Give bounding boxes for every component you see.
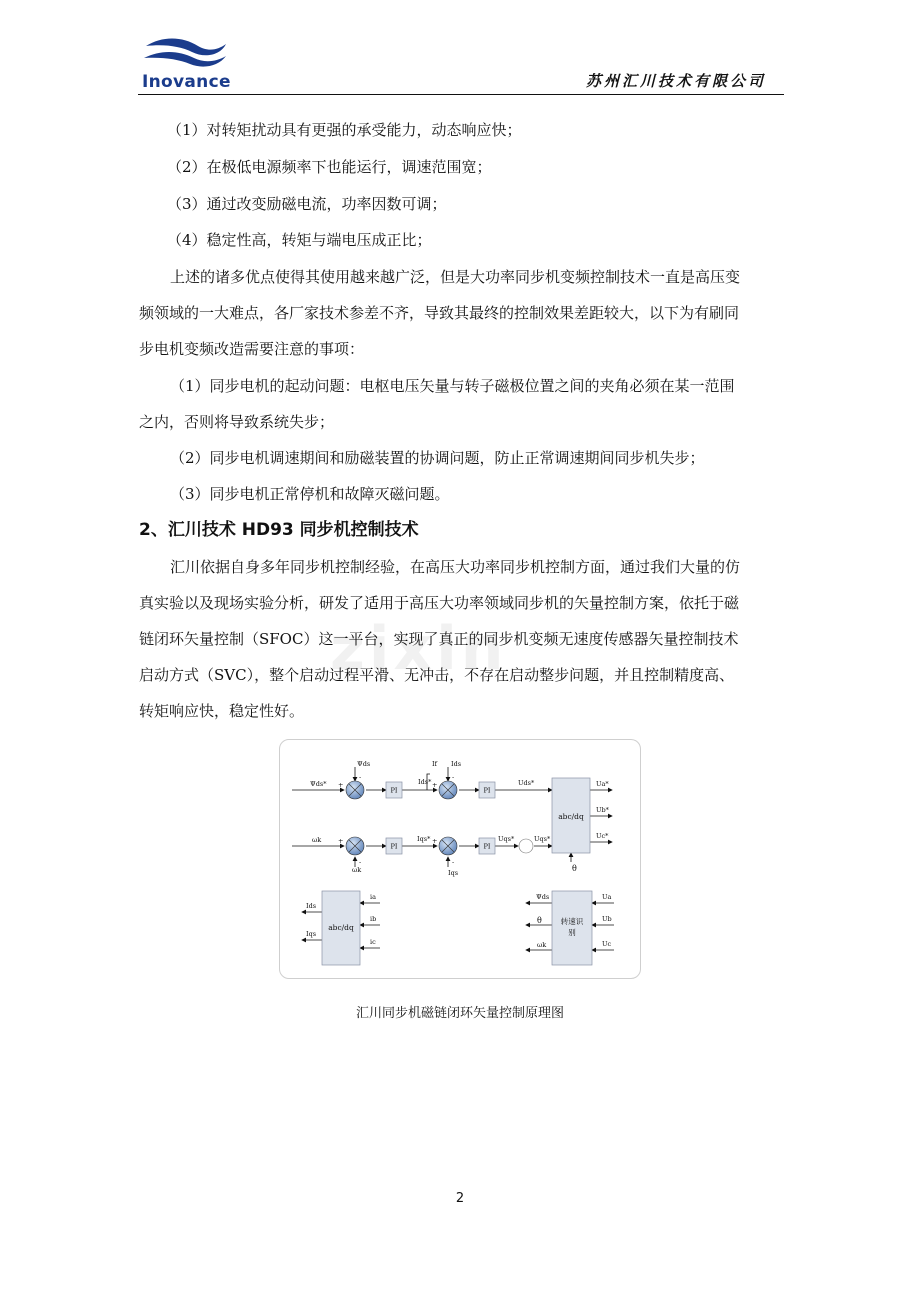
pi-label: PI xyxy=(390,786,398,795)
paragraph-line: 上述的诸多优点使得其使用越来越广泛，但是大功率同步机变频控制技术一直是高压变 xyxy=(170,268,741,286)
speed-id-label: 别 xyxy=(568,928,576,937)
list-item: （4）稳定性高，转矩与端电压成正比； xyxy=(167,231,432,249)
signal-label: Ψds* xyxy=(310,780,327,788)
paragraph-line: 汇川依据自身多年同步机控制经验，在高压大功率同步机控制方面，通过我们大量的仿 xyxy=(170,558,741,576)
signal-label: Iqs xyxy=(306,930,317,938)
signal-label: ωk xyxy=(312,836,322,844)
signal-label: Ψds xyxy=(357,760,371,768)
sign-label: - xyxy=(359,773,362,781)
list-item: （1）同步电机的起动问题：电枢电压矢量与转子磁极位置之间的夹角必须在某一范围 xyxy=(170,377,735,395)
wave-logo-icon xyxy=(142,36,228,72)
list-item: （3）同步电机正常停机和故障灭磁问题。 xyxy=(170,485,450,503)
signal-label: Uqs* xyxy=(534,835,551,843)
paragraph-line: 转矩响应快，稳定性好。 xyxy=(139,702,305,720)
signal-label: θ xyxy=(572,864,577,873)
signal-label: Ids xyxy=(451,760,462,768)
pi-label: PI xyxy=(483,842,491,851)
sum-junction-icon xyxy=(346,781,364,799)
sign-label: + xyxy=(432,781,438,789)
figure-caption: 汇川同步机磁链闭环矢量控制原理图 xyxy=(355,1006,564,1021)
signal-label: Uc* xyxy=(596,832,609,840)
watermark: zixin xyxy=(330,614,508,684)
abc-dq-label: abc/dq xyxy=(558,812,584,821)
signal-label: Ids* xyxy=(418,778,432,786)
signal-label: Ub xyxy=(602,915,612,923)
pi-label: PI xyxy=(390,842,398,851)
signal-label: ωk xyxy=(352,866,362,874)
abc-dq-label: abc/dq xyxy=(328,923,354,932)
sign-label: - xyxy=(452,773,455,781)
signal-label: Ua* xyxy=(596,780,609,788)
signal-label: ωk xyxy=(537,941,547,949)
decoupling-node xyxy=(519,839,533,853)
pi-label: PI xyxy=(483,786,491,795)
list-item: （3）通过改变励磁电流，功率因数可调； xyxy=(167,195,447,213)
signal-label: Uc xyxy=(602,940,612,948)
sign-label: + xyxy=(432,837,438,845)
paragraph-line: 链闭环矢量控制（SFOC）这一平台，实现了真正的同步机变频无速度传感器矢量控制技术 xyxy=(139,630,739,648)
signal-label: ic xyxy=(370,938,376,946)
control-diagram xyxy=(279,739,641,979)
signal-label: Uds* xyxy=(518,779,535,787)
sum-junction-icon xyxy=(439,837,457,855)
signal-label: Ids xyxy=(306,902,317,910)
signal-label: If xyxy=(432,760,437,768)
sign-label: + xyxy=(338,781,344,789)
list-item: （2）同步电机调速期间和励磁装置的协调问题，防止正常调速期间同步机失步； xyxy=(170,449,705,467)
speed-id-label: 转速识 xyxy=(560,917,584,926)
sign-label: - xyxy=(452,858,455,866)
signal-label: Ψds xyxy=(536,893,550,901)
logo-text: Inovance xyxy=(142,72,231,92)
signal-label: Iqs* xyxy=(417,835,431,843)
sign-label: - xyxy=(359,858,362,866)
signal-label: θ xyxy=(537,916,542,925)
page-number: 2 xyxy=(455,1191,465,1206)
signal-label: Uqs* xyxy=(498,835,515,843)
paragraph-line: 启动方式（SVC），整个启动过程平滑、无冲击，不存在启动整步问题，并且控制精度高、 xyxy=(139,666,735,684)
sum-junction-icon xyxy=(439,781,457,799)
paragraph-line: 真实验以及现场实验分析，研发了适用于高压大功率领域同步机的矢量控制方案，依托于磁 xyxy=(139,594,740,612)
page-header xyxy=(138,36,784,95)
list-item: 之内，否则将导致系统失步； xyxy=(139,413,335,431)
list-item: （1）对转矩扰动具有更强的承受能力，动态响应快； xyxy=(167,121,522,139)
signal-label: Ub* xyxy=(596,806,609,814)
inovance-logo xyxy=(138,36,248,92)
sign-label: + xyxy=(338,837,344,845)
list-item: （2）在极低电源频率下也能运行，调速范围宽； xyxy=(167,158,492,176)
sum-junction-icon xyxy=(346,837,364,855)
signal-label: ib xyxy=(370,915,377,923)
company-name: 苏州汇川技术有限公司 xyxy=(585,72,766,90)
signal-label: Ua xyxy=(602,893,612,901)
paragraph-line: 频领域的一大难点，各厂家技术参差不齐，导致其最终的控制效果差距较大，以下为有刷同 xyxy=(139,304,740,322)
signal-label: Iqs xyxy=(448,869,459,877)
signal-label: ia xyxy=(370,893,376,901)
paragraph-line: 步电机变频改造需要注意的事项： xyxy=(139,340,365,358)
section-heading: 2、汇川技术 HD93 同步机控制技术 xyxy=(139,520,419,540)
